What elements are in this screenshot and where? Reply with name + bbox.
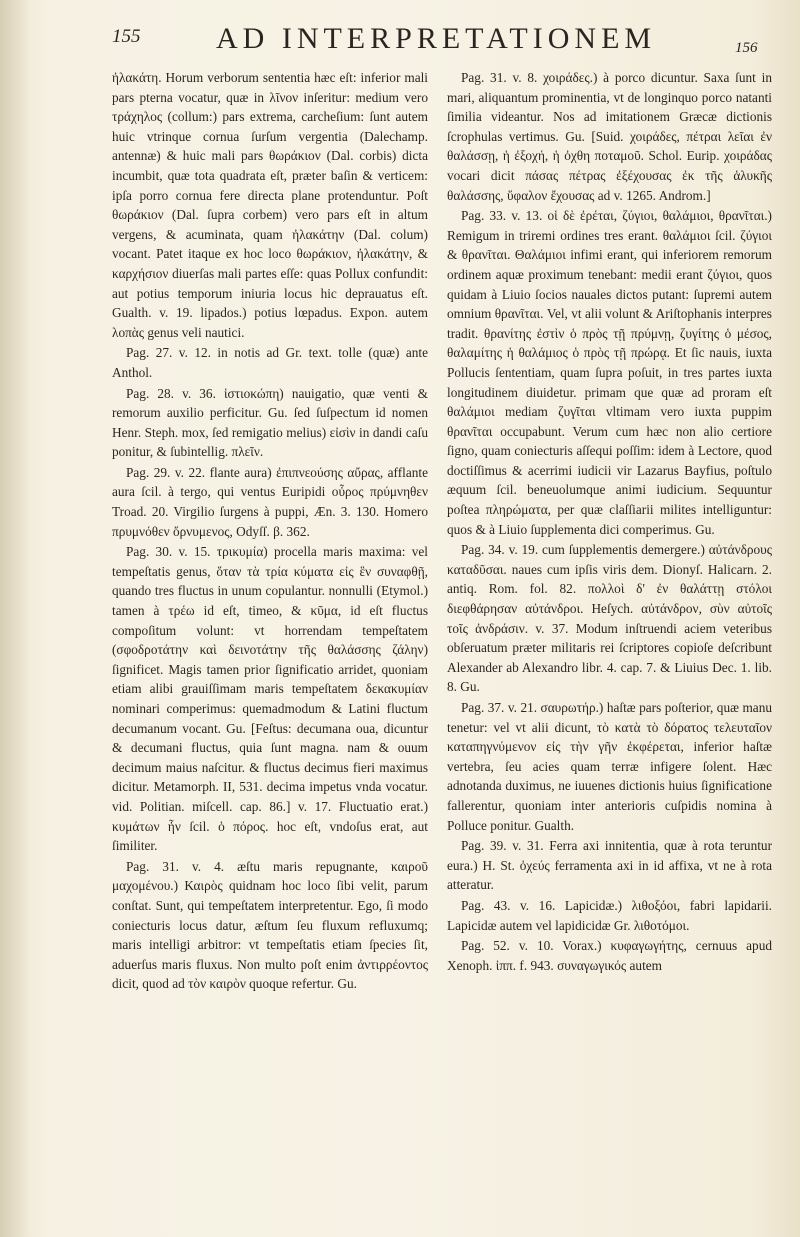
paragraph: Pag. 30. v. 15. τρικυμία) procella maris maxima: vel tempeſtatis genus, ὅταν τὰ τρία κύματα εἰς ἓν συναφθῇ, quando tres fluctus in unum copulantur. nonnulli (Etymol.) tamen à τρέω id eſt, timeo, & κῦμα, id eſt fluctus compoſitum volunt: vt horrendam tempeſtatem (σφοδροτάτην καὶ δεινοτάτην τῆς θαλάσσης ζάλην) ſignificet. Magis tamen prior ſignificatio arridet, quoniam etiam alibi grauiſſimam maris tempeſtatem δεκακυμίαν nominari comperimus: quemadmodum & Latini fluctum decumanum vocant. Gu. [Feſtus: decumana oua, dicuntur & decumani fluctus, quia ſunt magna. nam & ouum decimum maius naſcitur. & fluctus decimus fieri maximus dicitur. Metamorph. II, 531. decima impetus vnda vocatur. vid. Politian. miſcell. cap. 86.] v. 17. Fluctuatio erat.) κυμάτων ἦν ſcil. ὁ πόρος. hoc eſt, vndoſus erat, aut ſimiliter. (112, 544, 428, 854)
paragraph: Pag. 33. v. 13. οἱ δὲ ἐρέται, ζύγιοι, θαλάμιοι, θρανῖται.) Remigum in triremi ordines tres erant. θαλάμιοι ſcil. ζύγιοι & θρανῖται. Θαλάμιοι infimi erant, qui inferiorem remorum ordinem aquæ proximum tenebant: medii erant ζύγιοι, quos quidam à Liuio ſocios nauales dictos putant: ſupremi autem omnium θρανῖται. Vel, vt alii volunt & Ariſtophanis interpres tradit. θρανίτης ἐστὶν ὁ πρὸς τῇ πρύμνῃ, ζυγίτης ὁ μέσος, θαλαμίτης ἡ θαλάμιος ὁ πρὸς τῇ πρώρᾳ. Et ſic nauis, iuxta Pollucis ſententiam, quam ſupra poſuit, in tres partes iuxta longitudinem diuidetur. primam que quæ ad proram eſt θαλάμιοι mediam ζυγῖται vltimam vero iuxta puppim θρανῖται occupabunt. Verum cum hæc non alio certiore ſigno, quam coniecturis aſſequi poſſim: idem à Lectore, quod doctiſſimus & acerrimi iudicii vir Lazarus Bayfius, poſtulo æquum ſcil. beneuolumque animi iudicium. Sequuntur poſtea πληρώματα, per quæ claſſiarii milites intelliguntur: quos & à Liuio ſupplementa dici comperimus. Gu. (447, 208, 772, 537)
paragraph: Pag. 37. v. 21. σαυρωτήρ.) haſtæ pars poſterior, quæ manu tenetur: vel vt alii dicunt, τὸ κατὰ τὸ δόρατος τελευταῖον καταπηγνύμενον εἰς τὴν γῆν ἐκφέρεται, inferior haſtæ vertebra, ſeu acies quam terræ infigere ſolent. Hæc adnotanda duximus, ne iuuenes dictionis huius ſignificatione fallerentur, quoniam inter anterioris cuſpidis nomina à Polluce ponitur. Gualth. (447, 700, 772, 833)
left-page-number: 155 (112, 26, 141, 47)
paragraph: Pag. 31. v. 4. æſtu maris repugnante, καιροῦ μαχομένου.) Καιρὸς quidnam hoc loco ſibi velit, parum conſtat. Sunt, qui tempeſtatem interpretentur. Ego, ſi modo coniecturis locus datur, æſtum ſeu fluxum refluxumq; maris intelligi arbitror: vt tempeſtatis etiam ſpecies ſit, aduerſus maris fluxus. Non multo poſt enim ἀντιρρέοντος dicit, quod ad τὸν καιρὸν quoque refertur. Gu. (112, 858, 428, 992)
paragraph: Pag. 34. v. 19. cum ſupplementis demergere.) αὐτάνδρους καταδῦσαι. naues cum ipſis viris dem. Dionyſ. Halicarn. 2. antiq. Rom. fol. 82. πολλοὶ δ' ἐν θαλάττῃ στόλοι διεφθάρησαν αὐτάνδροι. Heſych. αὐτάνδρον, σὺν αὐτοῖς τοῖς ἀνδράσιν. v. 37. Modum inſtruendi aciem veteribus obſeruatum præter militaris rei ſcriptores copioſe deſcribunt Alexander ab Alexandro libr. 4. cap. 7. & Liuius Dec. 1. lib. 8. Gu. (447, 542, 772, 695)
right-page-number: 156 (735, 40, 758, 56)
paragraph: Pag. 29. v. 22. flante aura) ἐπιπνεούσης αὔρας, afflante aura ſcil. à tergo, qui ventus Euripidi οὖρος πρύμνηθεν Troad. 20. Virgilio ſurgens à puppi, Æn. 3. 130. Homero πρυμνόθεν ὄρνυμενος, Odyſſ. β. 362. (112, 464, 428, 539)
running-title: AD INTERPRETATIONEM (216, 22, 657, 55)
paragraph: ἠλακάτη. Horum verborum sententia hæc eſt: inferior mali pars pterna vocatur, quæ in λῖνον inſeritur: medium vero τράχηλος (collum:) pars extrema, carcheſium: ſunt autem huic vtrinque cornua ſurſum vergentia (Dalechamp. antennæ) & huic mali pars θωράκιον (Dal. corbis) dicta incumbit, quæ tota quadrata eſt, præter baſin & verticem: ipſa porro cornua fere directa plane protenduntur. Poſt θωράκιον (Dal. ſupra corbem) vero pars eſt in altum vergens, & acuminata, quam ἠλακάτην (Dal. colum) vocant. Patet itaque ex hoc loco θωράκιον, ἠλακάτην, & καρχήσιον diuerſas mali partes eſſe: quas Pollux confundit: aut potius temporum iniuria locus hic deprauatus eſt. Gualth. v. 19. lipados.) potius lœpadus. Expon. autem λοπὰς genus veli nautici. (112, 70, 428, 340)
left-text-column (112, 68, 428, 994)
paragraph: Pag. 28. v. 36. ἱστιοκώπη) nauigatio, quæ venti & remorum auxilio perficitur. Gu. ſed ſuſpectum id nomen Henr. Steph. mox, ſed remigatio melius) εἰσὶν in dandi caſu ponitur, & ſubintellig. πλεῖν. (112, 385, 428, 460)
right-text-column (447, 68, 772, 975)
page-header (0, 22, 800, 62)
paragraph: Pag. 43. v. 16. Lapicidæ.) λιθοξόοι, fabri lapidarii. Lapicidæ autem vel lapidicidæ Gr. λιθοτόμοι. (447, 897, 772, 933)
paragraph: Pag. 31. v. 8. χοιράδες.) à porco dicuntur. Saxa ſunt in mari, aliquantum prominentia, vt de longinquo porco natanti ſimilia videantur. Nos ad imitationem Græcæ dictionis ſcrophulas vertimus. Gu. [Suid. χοιράδες, πέτραι λεῖαι ἐν θαλάσσῃ, ἡ ἐξοχή, ἡ ὀχθη ποταμοῦ. Schol. Eurip. χοιράδας vocari dicit πάσας πέτρας ἐξέχουσας ἐκ τῆς ἁλυκῆς θαλάσσης, ὕφαλον ἔχουσας ad v. 1265. Androm.] (447, 70, 772, 203)
page-gutter-shadow (0, 0, 30, 1237)
paragraph: Pag. 27. v. 12. in notis ad Gr. text. tolle (quæ) ante Anthol. (112, 345, 428, 380)
paragraph: Pag. 39. v. 31. Ferra axi innitentia, quæ à rota teruntur eura.) H. St. ὀχεύς ferramenta axi in id affixa, vt ne à rota atteratur. (447, 838, 772, 893)
paragraph: Pag. 52. v. 10. Vorax.) κυφαγωγήτης, cernuus apud Xenoph. ἱππ. f. 943. συναγωγικός autem (447, 938, 772, 973)
